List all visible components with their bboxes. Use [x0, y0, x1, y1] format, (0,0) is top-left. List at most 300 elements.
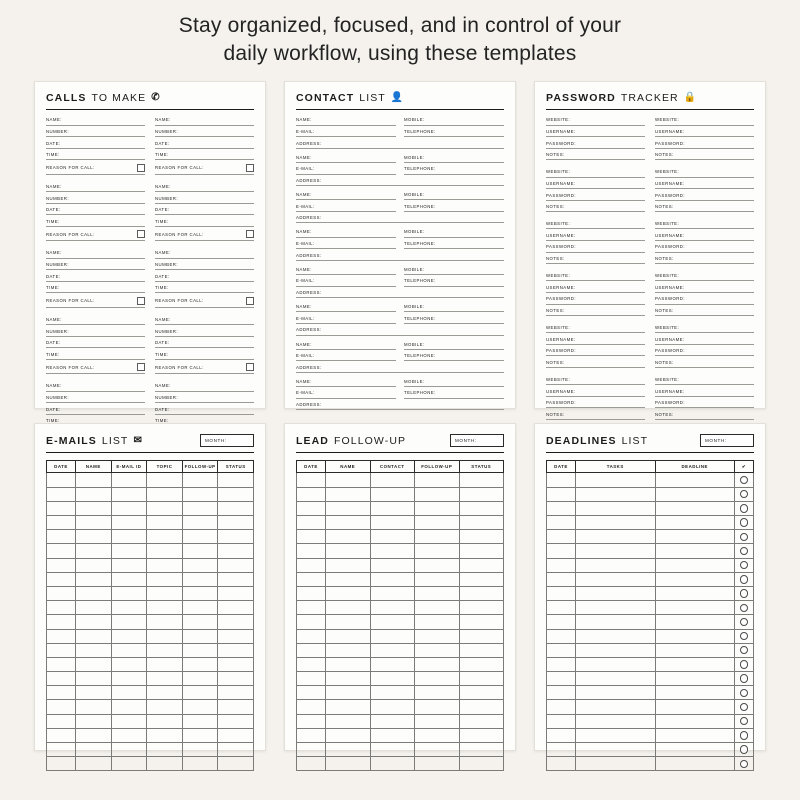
table-cell[interactable] — [182, 728, 218, 742]
table-cell[interactable] — [111, 700, 147, 714]
table-cell[interactable] — [547, 601, 576, 615]
table-cell[interactable] — [370, 615, 415, 629]
table-cell[interactable] — [76, 657, 112, 671]
table-row[interactable] — [547, 501, 754, 515]
form-field-line[interactable] — [296, 353, 396, 361]
table-row[interactable] — [297, 572, 504, 586]
table-cell[interactable] — [576, 473, 656, 487]
table-cell[interactable] — [111, 657, 147, 671]
table-cell[interactable] — [147, 686, 183, 700]
table-cell[interactable] — [47, 516, 76, 530]
table-cell[interactable] — [735, 643, 754, 657]
table-cell[interactable] — [547, 757, 576, 771]
checkbox-circle[interactable] — [740, 689, 748, 697]
table-cell[interactable] — [576, 672, 656, 686]
password-entry-block[interactable] — [655, 169, 754, 212]
table-cell[interactable] — [297, 743, 326, 757]
table-cell[interactable] — [111, 501, 147, 515]
table-row[interactable] — [47, 501, 254, 515]
password-entry-block[interactable] — [655, 273, 754, 316]
form-field-line[interactable] — [546, 325, 645, 333]
table-cell[interactable] — [297, 686, 326, 700]
form-field-line[interactable] — [655, 389, 754, 397]
checkbox-circle[interactable] — [740, 476, 748, 484]
form-field-line[interactable] — [655, 204, 754, 212]
calls-entry-block[interactable] — [46, 317, 145, 375]
lead-table-body[interactable] — [297, 473, 504, 771]
table-cell[interactable] — [47, 473, 76, 487]
checkbox[interactable] — [137, 164, 145, 172]
table-cell[interactable] — [218, 700, 254, 714]
table-row[interactable] — [47, 615, 254, 629]
table-cell[interactable] — [47, 672, 76, 686]
table-cell[interactable] — [76, 743, 112, 757]
lead-table[interactable] — [296, 460, 504, 771]
form-field-line[interactable] — [46, 285, 145, 293]
table-row[interactable] — [547, 615, 754, 629]
table-cell[interactable] — [218, 558, 254, 572]
table-cell[interactable] — [76, 700, 112, 714]
form-field-line[interactable] — [155, 250, 254, 258]
form-field-line[interactable] — [655, 360, 754, 368]
table-cell[interactable] — [182, 615, 218, 629]
table-cell[interactable] — [76, 501, 112, 515]
table-cell[interactable] — [655, 643, 735, 657]
table-cell[interactable] — [326, 572, 371, 586]
table-cell[interactable] — [47, 700, 76, 714]
table-cell[interactable] — [182, 657, 218, 671]
table-cell[interactable] — [370, 672, 415, 686]
form-field-line[interactable] — [296, 290, 504, 298]
table-cell[interactable] — [459, 516, 504, 530]
table-cell[interactable] — [218, 473, 254, 487]
form-field-line[interactable] — [546, 221, 645, 229]
password-entry-block[interactable] — [546, 169, 645, 212]
sheet-contact-list[interactable] — [284, 81, 516, 409]
table-row[interactable] — [47, 601, 254, 615]
table-cell[interactable] — [576, 586, 656, 600]
table-cell[interactable] — [47, 643, 76, 657]
contact-entry-block[interactable] — [296, 379, 504, 410]
form-field-line[interactable] — [155, 129, 254, 137]
table-cell[interactable] — [297, 672, 326, 686]
table-cell[interactable] — [415, 601, 460, 615]
table-cell[interactable] — [459, 757, 504, 771]
table-cell[interactable] — [147, 672, 183, 686]
checkbox-circle[interactable] — [740, 618, 748, 626]
table-cell[interactable] — [47, 572, 76, 586]
form-field-line[interactable] — [655, 221, 754, 229]
table-cell[interactable] — [735, 530, 754, 544]
form-field-line[interactable] — [546, 256, 645, 264]
table-cell[interactable] — [218, 572, 254, 586]
table-cell[interactable] — [182, 601, 218, 615]
table-cell[interactable] — [182, 586, 218, 600]
table-cell[interactable] — [415, 615, 460, 629]
table-cell[interactable] — [111, 714, 147, 728]
form-field-line[interactable] — [546, 389, 645, 397]
table-row[interactable] — [47, 530, 254, 544]
form-field-line[interactable] — [46, 230, 145, 241]
table-cell[interactable] — [76, 601, 112, 615]
form-field-line[interactable] — [46, 383, 145, 391]
table-row[interactable] — [297, 615, 504, 629]
table-cell[interactable] — [147, 728, 183, 742]
table-cell[interactable] — [547, 728, 576, 742]
table-row[interactable] — [297, 558, 504, 572]
table-cell[interactable] — [111, 473, 147, 487]
form-field-line[interactable] — [46, 340, 145, 348]
table-row[interactable] — [547, 558, 754, 572]
table-cell[interactable] — [182, 629, 218, 643]
form-field-line[interactable] — [296, 316, 396, 324]
table-row[interactable] — [297, 601, 504, 615]
form-field-line[interactable] — [404, 192, 504, 200]
table-row[interactable] — [47, 672, 254, 686]
table-cell[interactable] — [218, 643, 254, 657]
table-cell[interactable] — [111, 487, 147, 501]
form-field-line[interactable] — [655, 244, 754, 252]
table-cell[interactable] — [218, 629, 254, 643]
table-cell[interactable] — [655, 501, 735, 515]
table-cell[interactable] — [735, 487, 754, 501]
form-field-line[interactable] — [296, 278, 396, 286]
table-row[interactable] — [297, 544, 504, 558]
form-field-line[interactable] — [155, 141, 254, 149]
form-field-line[interactable] — [404, 117, 504, 125]
table-cell[interactable] — [326, 728, 371, 742]
form-field-line[interactable] — [655, 273, 754, 281]
password-entry-block[interactable] — [546, 377, 645, 420]
table-cell[interactable] — [370, 743, 415, 757]
table-cell[interactable] — [370, 516, 415, 530]
form-field-line[interactable] — [296, 304, 396, 312]
table-cell[interactable] — [459, 615, 504, 629]
table-cell[interactable] — [370, 586, 415, 600]
table-cell[interactable] — [415, 657, 460, 671]
contact-entry-block[interactable] — [296, 117, 504, 148]
table-row[interactable] — [297, 743, 504, 757]
table-cell[interactable] — [111, 530, 147, 544]
table-cell[interactable] — [370, 487, 415, 501]
form-field-line[interactable] — [155, 383, 254, 391]
table-cell[interactable] — [47, 487, 76, 501]
table-cell[interactable] — [76, 672, 112, 686]
table-cell[interactable] — [76, 643, 112, 657]
contact-entry-block[interactable] — [296, 342, 504, 373]
table-cell[interactable] — [326, 544, 371, 558]
table-cell[interactable] — [735, 558, 754, 572]
table-cell[interactable] — [76, 487, 112, 501]
table-cell[interactable] — [735, 516, 754, 530]
table-cell[interactable] — [576, 728, 656, 742]
table-cell[interactable] — [76, 728, 112, 742]
table-cell[interactable] — [297, 530, 326, 544]
form-field-line[interactable] — [546, 117, 645, 125]
table-cell[interactable] — [47, 714, 76, 728]
form-field-line[interactable] — [546, 412, 645, 420]
table-cell[interactable] — [147, 601, 183, 615]
table-cell[interactable] — [76, 757, 112, 771]
form-field-line[interactable] — [296, 192, 396, 200]
form-field-line[interactable] — [46, 297, 145, 308]
table-cell[interactable] — [655, 728, 735, 742]
table-cell[interactable] — [147, 501, 183, 515]
table-cell[interactable] — [218, 657, 254, 671]
table-cell[interactable] — [297, 615, 326, 629]
table-cell[interactable] — [735, 672, 754, 686]
table-row[interactable] — [47, 643, 254, 657]
table-cell[interactable] — [76, 544, 112, 558]
form-field-line[interactable] — [655, 141, 754, 149]
table-cell[interactable] — [182, 672, 218, 686]
table-cell[interactable] — [297, 516, 326, 530]
table-cell[interactable] — [655, 572, 735, 586]
table-cell[interactable] — [415, 686, 460, 700]
table-cell[interactable] — [111, 629, 147, 643]
table-cell[interactable] — [47, 728, 76, 742]
table-cell[interactable] — [547, 629, 576, 643]
table-cell[interactable] — [326, 530, 371, 544]
table-cell[interactable] — [547, 572, 576, 586]
table-cell[interactable] — [576, 544, 656, 558]
checkbox[interactable] — [246, 363, 254, 371]
table-cell[interactable] — [76, 558, 112, 572]
form-field-line[interactable] — [404, 379, 504, 387]
table-row[interactable] — [297, 672, 504, 686]
table-cell[interactable] — [547, 516, 576, 530]
table-cell[interactable] — [547, 487, 576, 501]
table-cell[interactable] — [147, 572, 183, 586]
table-cell[interactable] — [326, 487, 371, 501]
form-field-line[interactable] — [46, 352, 145, 360]
table-cell[interactable] — [326, 643, 371, 657]
password-entry-block[interactable] — [546, 325, 645, 368]
sheet-emails-list[interactable] — [34, 423, 266, 751]
table-cell[interactable] — [326, 629, 371, 643]
table-cell[interactable] — [655, 615, 735, 629]
table-cell[interactable] — [547, 657, 576, 671]
table-cell[interactable] — [182, 501, 218, 515]
table-cell[interactable] — [576, 700, 656, 714]
table-row[interactable] — [297, 516, 504, 530]
form-field-line[interactable] — [155, 219, 254, 227]
table-cell[interactable] — [47, 601, 76, 615]
form-field-line[interactable] — [46, 141, 145, 149]
table-cell[interactable] — [218, 487, 254, 501]
table-row[interactable] — [547, 629, 754, 643]
table-cell[interactable] — [326, 757, 371, 771]
table-cell[interactable] — [547, 544, 576, 558]
table-cell[interactable] — [76, 686, 112, 700]
table-cell[interactable] — [547, 558, 576, 572]
table-cell[interactable] — [459, 572, 504, 586]
table-row[interactable] — [47, 629, 254, 643]
form-field-line[interactable] — [296, 229, 396, 237]
form-field-line[interactable] — [155, 262, 254, 270]
table-cell[interactable] — [111, 743, 147, 757]
form-field-line[interactable] — [155, 285, 254, 293]
form-field-line[interactable] — [546, 348, 645, 356]
table-cell[interactable] — [655, 686, 735, 700]
table-cell[interactable] — [655, 657, 735, 671]
table-cell[interactable] — [47, 757, 76, 771]
password-entry-block[interactable] — [655, 221, 754, 264]
table-cell[interactable] — [370, 501, 415, 515]
form-field-line[interactable] — [404, 316, 504, 324]
form-field-line[interactable] — [46, 129, 145, 137]
table-row[interactable] — [547, 728, 754, 742]
table-cell[interactable] — [182, 700, 218, 714]
form-field-line[interactable] — [404, 129, 504, 137]
table-cell[interactable] — [218, 714, 254, 728]
table-cell[interactable] — [297, 572, 326, 586]
form-field-line[interactable] — [546, 337, 645, 345]
table-cell[interactable] — [547, 615, 576, 629]
form-field-line[interactable] — [155, 363, 254, 374]
table-cell[interactable] — [111, 643, 147, 657]
form-field-line[interactable] — [46, 329, 145, 337]
table-cell[interactable] — [415, 700, 460, 714]
table-cell[interactable] — [415, 714, 460, 728]
sheet-deadlines-list[interactable] — [534, 423, 766, 751]
table-cell[interactable] — [111, 558, 147, 572]
table-cell[interactable] — [76, 572, 112, 586]
form-field-line[interactable] — [46, 164, 145, 175]
table-cell[interactable] — [576, 501, 656, 515]
table-cell[interactable] — [459, 473, 504, 487]
form-field-line[interactable] — [155, 329, 254, 337]
table-cell[interactable] — [370, 572, 415, 586]
form-field-line[interactable] — [546, 296, 645, 304]
table-cell[interactable] — [76, 629, 112, 643]
table-cell[interactable] — [218, 501, 254, 515]
table-cell[interactable] — [735, 501, 754, 515]
table-cell[interactable] — [735, 757, 754, 771]
form-field-line[interactable] — [46, 317, 145, 325]
form-field-line[interactable] — [655, 285, 754, 293]
password-entry-block[interactable] — [655, 325, 754, 368]
form-field-line[interactable] — [404, 241, 504, 249]
table-cell[interactable] — [370, 629, 415, 643]
form-field-line[interactable] — [155, 117, 254, 125]
form-field-line[interactable] — [46, 262, 145, 270]
table-cell[interactable] — [182, 530, 218, 544]
table-cell[interactable] — [218, 672, 254, 686]
table-cell[interactable] — [147, 473, 183, 487]
checkbox-circle[interactable] — [740, 760, 748, 768]
form-field-line[interactable] — [546, 152, 645, 160]
table-cell[interactable] — [297, 544, 326, 558]
table-row[interactable] — [547, 530, 754, 544]
table-cell[interactable] — [182, 714, 218, 728]
table-cell[interactable] — [76, 516, 112, 530]
checkbox-circle[interactable] — [740, 745, 748, 753]
table-cell[interactable] — [326, 558, 371, 572]
checkbox-circle[interactable] — [740, 674, 748, 682]
form-field-line[interactable] — [296, 141, 504, 149]
table-cell[interactable] — [655, 516, 735, 530]
table-cell[interactable] — [655, 743, 735, 757]
table-cell[interactable] — [459, 629, 504, 643]
table-row[interactable] — [297, 530, 504, 544]
table-cell[interactable] — [655, 586, 735, 600]
table-cell[interactable] — [147, 615, 183, 629]
table-cell[interactable] — [415, 473, 460, 487]
table-cell[interactable] — [415, 757, 460, 771]
table-cell[interactable] — [47, 558, 76, 572]
table-cell[interactable] — [735, 714, 754, 728]
table-cell[interactable] — [370, 643, 415, 657]
table-cell[interactable] — [218, 686, 254, 700]
form-field-line[interactable] — [46, 207, 145, 215]
table-cell[interactable] — [370, 530, 415, 544]
table-cell[interactable] — [655, 544, 735, 558]
form-field-line[interactable] — [296, 342, 396, 350]
contact-entry-block[interactable] — [296, 192, 504, 223]
table-cell[interactable] — [76, 586, 112, 600]
calls-entry-block[interactable] — [46, 117, 145, 175]
table-cell[interactable] — [370, 544, 415, 558]
form-field-line[interactable] — [546, 308, 645, 316]
form-field-line[interactable] — [546, 360, 645, 368]
table-cell[interactable] — [147, 657, 183, 671]
table-cell[interactable] — [735, 743, 754, 757]
table-cell[interactable] — [147, 516, 183, 530]
form-field-line[interactable] — [404, 229, 504, 237]
calls-entry-block[interactable] — [155, 117, 254, 175]
checkbox-circle[interactable] — [740, 731, 748, 739]
form-field-line[interactable] — [46, 395, 145, 403]
form-field-line[interactable] — [296, 365, 504, 373]
table-row[interactable] — [297, 728, 504, 742]
table-cell[interactable] — [182, 473, 218, 487]
table-cell[interactable] — [326, 657, 371, 671]
checkbox-circle[interactable] — [740, 547, 748, 555]
form-field-line[interactable] — [404, 155, 504, 163]
sheet-password-tracker[interactable] — [534, 81, 766, 417]
form-field-line[interactable] — [296, 204, 396, 212]
emails-month-field[interactable]: MONTH: — [200, 434, 254, 447]
table-row[interactable] — [47, 473, 254, 487]
table-cell[interactable] — [459, 686, 504, 700]
table-cell[interactable] — [576, 743, 656, 757]
calls-entry-block[interactable] — [46, 250, 145, 308]
form-field-line[interactable] — [655, 129, 754, 137]
form-field-line[interactable] — [404, 166, 504, 174]
table-cell[interactable] — [111, 615, 147, 629]
table-cell[interactable] — [218, 743, 254, 757]
checkbox-circle[interactable] — [740, 632, 748, 640]
form-field-line[interactable] — [296, 267, 396, 275]
form-field-line[interactable] — [46, 250, 145, 258]
table-cell[interactable] — [655, 601, 735, 615]
form-field-line[interactable] — [404, 342, 504, 350]
form-field-line[interactable] — [155, 152, 254, 160]
checkbox-circle[interactable] — [740, 703, 748, 711]
table-cell[interactable] — [147, 757, 183, 771]
table-cell[interactable] — [655, 473, 735, 487]
table-cell[interactable] — [297, 657, 326, 671]
table-row[interactable] — [297, 501, 504, 515]
table-row[interactable] — [47, 686, 254, 700]
table-cell[interactable] — [415, 501, 460, 515]
table-cell[interactable] — [735, 686, 754, 700]
table-cell[interactable] — [735, 629, 754, 643]
table-cell[interactable] — [547, 501, 576, 515]
form-field-line[interactable] — [655, 325, 754, 333]
form-field-line[interactable] — [404, 204, 504, 212]
